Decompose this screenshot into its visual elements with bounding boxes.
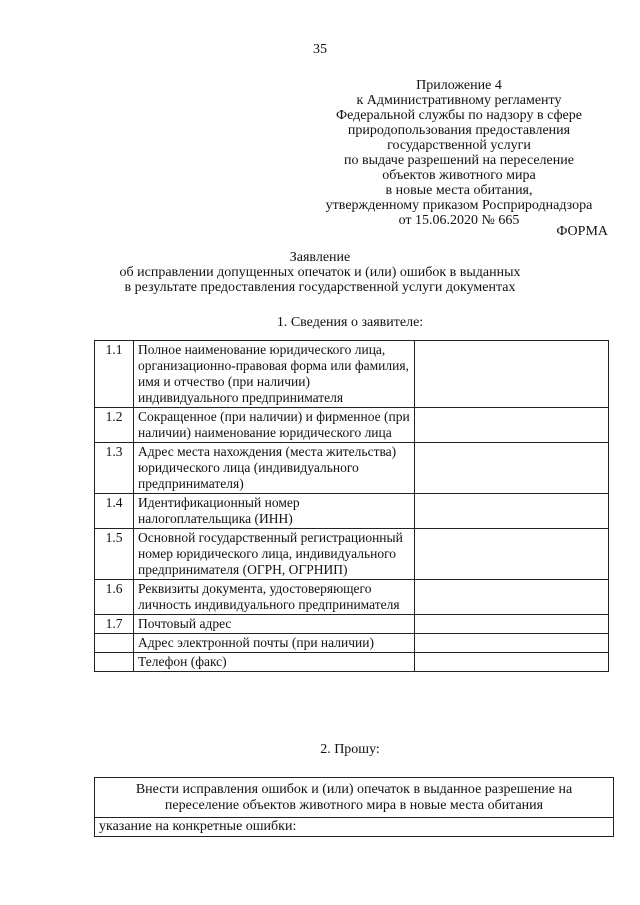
row-label: Телефон (факс) [134,653,415,672]
table-row [95,653,609,672]
request-box [94,777,614,837]
row-label: Идентификационный номер налогоплательщика (ИНН) [134,494,415,529]
row-label: Полное наименование юридического лица, организационно-правовая форма или фамилия, имя и отчество (при наличии) индивидуального предпринимателя [134,341,415,408]
section-heading-applicant: 1. Сведения о заявителе: [276,315,424,330]
request-text: Внести исправления ошибок и (или) опечаток в выданное разрешение на переселение объектов животного мира в новые места обитания [135,782,573,813]
row-label: Реквизиты документа, удостоверяющего личность индивидуального предпринимателя [134,580,415,615]
page-number: 35 [313,42,327,57]
document-title [100,250,540,295]
table-row [95,634,609,653]
row-value-field[interactable] [415,580,609,615]
appendix-line: объектов животного мира [382,168,536,183]
table-row [95,408,609,443]
row-value-field[interactable] [415,341,609,408]
appendix-line: утвержденному приказом Росприроднадзора [325,198,593,213]
appendix-line: Федеральной службы по надзору в сфере [336,108,582,123]
section-heading-request: 2. Прошу: [320,742,380,757]
row-number [95,653,134,672]
form-label: ФОРМА [556,224,608,239]
title-line: в результате предоставления государственной услуги документах [124,280,516,295]
table-row [95,341,609,408]
title-line: об исправлении допущенных опечаток и (или) ошибок в выданных [119,265,521,280]
row-label: Адрес места нахождения (места жительства) юридического лица (индивидуального предпринимателя) [134,443,415,494]
row-label: Сокращенное (при наличии) и фирменное (при наличии) наименование юридического лица [134,408,415,443]
row-label: Адрес электронной почты (при наличии) [134,634,415,653]
errors-field[interactable]: указание на конкретные ошибки: [95,817,613,836]
row-value-field[interactable] [415,408,609,443]
appendix-header [300,78,618,228]
table-row [95,580,609,615]
row-value-field[interactable] [415,653,609,672]
row-number [95,634,134,653]
appendix-line: природопользования предоставления [347,123,571,138]
row-number: 1.4 [95,494,134,529]
row-number: 1.2 [95,408,134,443]
row-label: Основной государственный регистрационный номер юридического лица, индивидуального предпринимателя (ОГРН, ОГРНИП) [134,529,415,580]
appendix-line: в новые места обитания, [385,183,533,198]
appendix-line: государственной услуги [387,138,531,153]
appendix-line: от 15.06.2020 № 665 [398,213,520,228]
row-number: 1.7 [95,615,134,634]
table-row [95,443,609,494]
row-number: 1.1 [95,341,134,408]
table-row [95,529,609,580]
row-value-field[interactable] [415,443,609,494]
row-label: Почтовый адрес [134,615,415,634]
appendix-line: к Административному регламенту [356,93,562,108]
row-number: 1.6 [95,580,134,615]
table-row [95,494,609,529]
row-value-field[interactable] [415,529,609,580]
appendix-line: Приложение 4 [416,78,502,93]
row-number: 1.3 [95,443,134,494]
title-line: Заявление [289,250,351,265]
row-value-field[interactable] [415,615,609,634]
applicant-info-table [94,340,609,672]
row-number: 1.5 [95,529,134,580]
appendix-line: по выдаче разрешений на переселение [344,153,574,168]
row-value-field[interactable] [415,634,609,653]
row-value-field[interactable] [415,494,609,529]
table-row [95,615,609,634]
